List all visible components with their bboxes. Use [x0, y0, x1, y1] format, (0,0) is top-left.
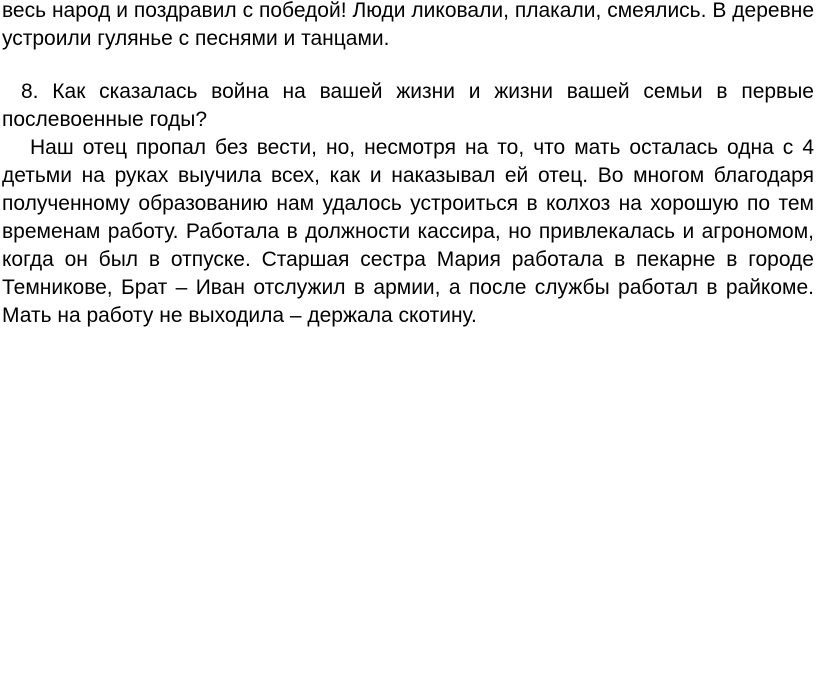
paragraph-intro: весь народ и поздравил с победой! Люди ликовали, плакали, смеялись. В деревне устроили гулянье с песнями и танцами.	[2, 0, 814, 50]
answer-8-paragraph: Наш отец пропал без вести, но, несмотря на то, что мать осталась одна с 4 детьми на руках выучила всех, как и наказывал ей отец. Во многом благодаря полученному образованию нам удалось устроиться в колхоз на хорошую по тем временам работу. Работала в должности кассира, но привлекалась и агрономом, когда он был в отпуске. Старшая сестра Мария работала в пекарне в городе Темникове, Брат – Иван отслужил в армии, а после службы работал в райкоме. Мать на работу не выходила – держала скотину.	[2, 136, 814, 327]
question-8-paragraph: 8. Как сказалась война на вашей жизни и жизни вашей семьи в первые послевоенные годы?	[2, 80, 814, 131]
